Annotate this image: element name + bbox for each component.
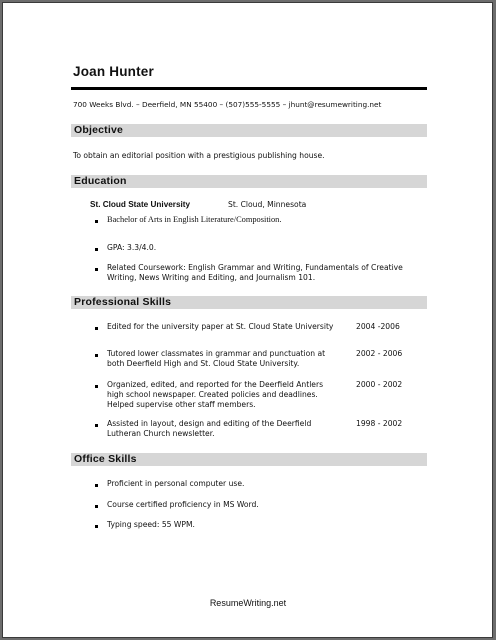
bullet-icon [95, 525, 98, 528]
section-objective [71, 124, 427, 137]
skill-item-line: Assisted in layout, design and editing of the Deerfield [107, 419, 312, 428]
footer-watermark: ResumeWriting.net [209, 598, 287, 608]
skill-item-line: high school newspaper. Created policies and deadlines. [107, 390, 318, 399]
section-title-office: Office Skills [74, 453, 137, 465]
resume-page [2, 2, 493, 638]
school-name: St. Cloud State University [90, 200, 191, 209]
skill-item-line: Organized, edited, and reported for the Deerfield Antlers [107, 380, 324, 389]
section-title-professional: Professional Skills [74, 296, 172, 308]
skill-item-dates: 2000 - 2002 [356, 380, 403, 389]
contact-line: 700 Weeks Blvd. – Deerfield, MN 55400 – (507)555-5555 – jhunt@resumewriting.net [73, 100, 382, 109]
section-title-education: Education [74, 175, 127, 187]
skill-item-line: both Deerfield High and St. Cloud State University. [107, 359, 300, 368]
skill-item-dates: 2002 - 2006 [356, 349, 403, 358]
skill-item-line: Helped supervise other staff members. [107, 400, 256, 409]
skill-item-line: Lutheran Church newsletter. [107, 429, 215, 438]
school-location: St. Cloud, Minnesota [228, 200, 307, 209]
bullet-icon [95, 424, 98, 427]
candidate-name: Joan Hunter [73, 64, 154, 79]
coursework-line-2: Writing, News Writing and Editing, and Journalism 101. [107, 273, 316, 282]
bullet-icon [95, 385, 98, 388]
office-skill-item: Proficient in personal computer use. [107, 479, 245, 488]
section-education [71, 175, 427, 188]
bullet-icon [95, 484, 98, 487]
skill-item-dates: 2004 -2006 [356, 322, 400, 331]
gpa-item: GPA: 3.3/4.0. [107, 243, 157, 252]
header-divider [71, 87, 427, 90]
bullet-icon [95, 354, 98, 357]
office-skill-item: Typing speed: 55 WPM. [107, 520, 195, 529]
bullet-icon [95, 505, 98, 508]
section-title-objective: Objective [74, 124, 124, 136]
bullet-icon [95, 220, 98, 223]
degree-item: Bachelor of Arts in English Literature/Composition. [107, 215, 282, 224]
bullet-icon [95, 248, 98, 251]
bullet-icon [95, 268, 98, 271]
section-professional-skills [71, 296, 427, 309]
coursework-line-1: Related Coursework: English Grammar and Writing, Fundamentals of Creative [107, 263, 403, 272]
office-skill-item: Course certified proficiency in MS Word. [107, 500, 259, 509]
skill-item-dates: 1998 - 2002 [356, 419, 403, 428]
skill-item-line: Edited for the university paper at St. Cloud State University [107, 322, 334, 331]
objective-text: To obtain an editorial position with a prestigious publishing house. [73, 151, 325, 160]
skill-item-line: Tutored lower classmates in grammar and punctuation at [107, 349, 326, 358]
section-office-skills [71, 453, 427, 466]
bullet-icon [95, 327, 98, 330]
